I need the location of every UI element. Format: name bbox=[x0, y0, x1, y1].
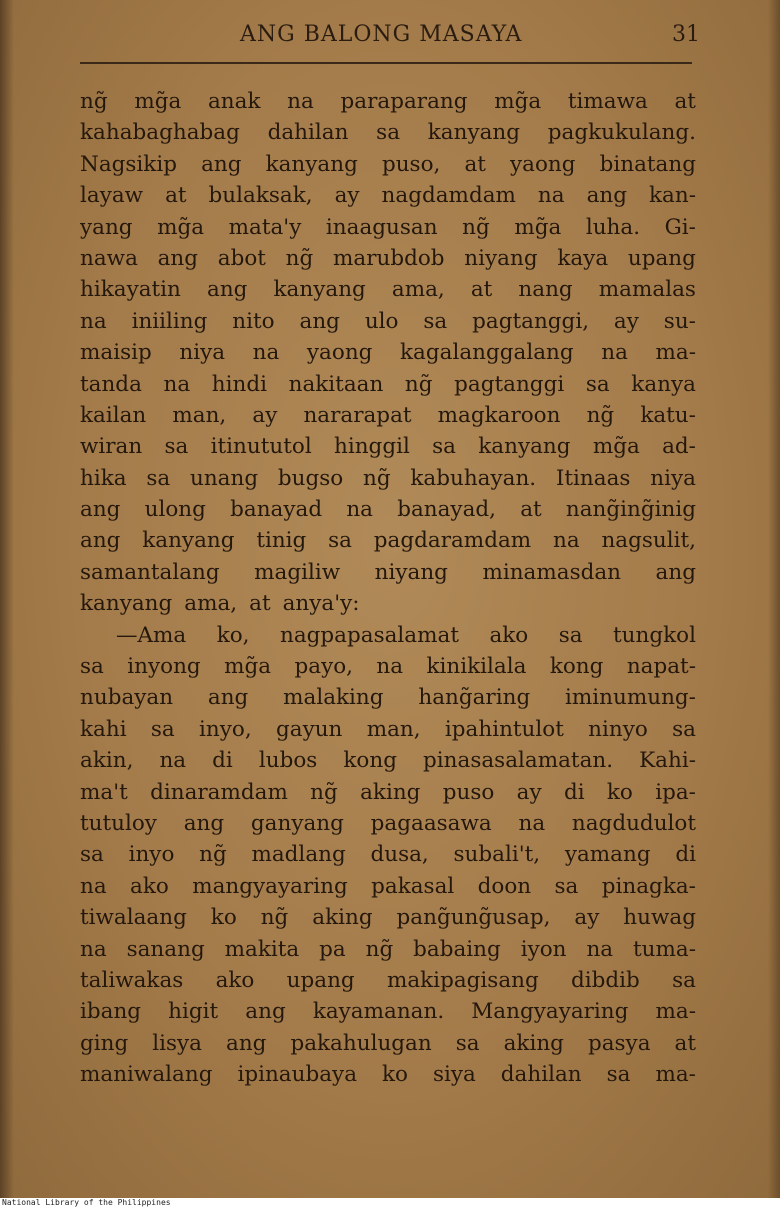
word: ninyo bbox=[588, 716, 648, 742]
word: hinggil bbox=[333, 434, 410, 460]
body-text bbox=[80, 86, 696, 1091]
word: ko bbox=[381, 1062, 408, 1088]
word: iminumung- bbox=[565, 685, 696, 711]
word: kaya bbox=[557, 245, 609, 271]
word: itinututol bbox=[210, 434, 312, 460]
word: ay bbox=[613, 308, 639, 334]
word: ang bbox=[245, 999, 286, 1025]
word: ang bbox=[201, 151, 242, 177]
word: nararapat bbox=[303, 402, 412, 428]
word: ang bbox=[80, 497, 121, 523]
word: siya bbox=[432, 1062, 476, 1088]
word: na bbox=[518, 810, 546, 836]
word: ng̃ bbox=[310, 779, 338, 805]
word: ma- bbox=[655, 999, 696, 1025]
text-line bbox=[80, 620, 696, 651]
word: aking bbox=[312, 905, 373, 931]
word: gayun bbox=[275, 716, 343, 742]
word: huwag bbox=[623, 905, 696, 931]
word: yang bbox=[80, 214, 133, 240]
word: nagpapasalamat bbox=[279, 622, 459, 648]
word: pa bbox=[319, 936, 346, 962]
word: na bbox=[80, 936, 107, 962]
word: ama, bbox=[184, 591, 238, 617]
word: nagdudulot bbox=[571, 810, 696, 836]
word: ang bbox=[226, 1030, 267, 1056]
word: Gi- bbox=[664, 214, 696, 240]
word: at bbox=[165, 183, 187, 209]
word: sa bbox=[554, 873, 579, 899]
word: di bbox=[675, 842, 696, 868]
text-line bbox=[80, 337, 696, 368]
text-line bbox=[80, 682, 696, 713]
word: ng̃ bbox=[404, 371, 433, 397]
word: napat- bbox=[626, 654, 696, 680]
word: taliwakas bbox=[80, 967, 184, 993]
word: tungkol bbox=[613, 622, 696, 648]
word: Kahi- bbox=[639, 748, 696, 774]
word: mg̃a bbox=[224, 654, 272, 680]
text-line bbox=[80, 902, 696, 933]
word: nakitaan bbox=[288, 371, 384, 397]
word: —Ama bbox=[116, 622, 187, 648]
text-line bbox=[80, 1059, 696, 1090]
word: inyo bbox=[128, 842, 175, 868]
word: higit bbox=[168, 999, 219, 1025]
word: ng̃ bbox=[285, 245, 314, 271]
word: niyang bbox=[464, 245, 538, 271]
word: ganyang bbox=[250, 810, 344, 836]
word: yaong bbox=[306, 340, 373, 366]
word: mangyayaring bbox=[192, 873, 348, 899]
text-line bbox=[80, 212, 696, 243]
word: magiliw bbox=[254, 559, 341, 585]
word: nawa bbox=[80, 245, 138, 271]
word: banayad bbox=[230, 497, 323, 523]
word: ng̃ bbox=[80, 89, 108, 114]
word: aking bbox=[503, 1030, 564, 1056]
word: nang bbox=[518, 277, 573, 303]
word: ako bbox=[130, 873, 169, 899]
word: ma't bbox=[80, 779, 128, 805]
word: kanyang bbox=[273, 277, 366, 303]
word: ang bbox=[655, 559, 696, 585]
word: sa bbox=[432, 434, 456, 460]
word: tinig bbox=[256, 528, 307, 554]
word: iniiling bbox=[131, 308, 208, 334]
word: sa bbox=[585, 371, 610, 397]
word: ang bbox=[586, 183, 628, 209]
text-line bbox=[80, 431, 696, 462]
word: at bbox=[674, 1030, 696, 1056]
word: layaw bbox=[80, 183, 144, 209]
word: ay bbox=[574, 905, 600, 931]
word: tanda bbox=[80, 371, 142, 397]
word: inaagusan bbox=[325, 214, 438, 240]
word: yamang bbox=[564, 842, 651, 868]
word: minamasdan bbox=[482, 559, 622, 585]
text-line bbox=[80, 86, 696, 117]
word: ipinaubaya bbox=[237, 1062, 358, 1088]
text-line bbox=[80, 274, 696, 305]
text-line bbox=[80, 808, 696, 839]
word: hang̃aring bbox=[418, 685, 531, 711]
word: katu- bbox=[640, 402, 696, 428]
text-line bbox=[80, 871, 696, 902]
word: mamalas bbox=[598, 277, 696, 303]
word: nito bbox=[232, 308, 275, 334]
word: kanyang bbox=[142, 528, 235, 554]
word: sa bbox=[328, 528, 352, 554]
word: iyon bbox=[520, 936, 567, 962]
text-line bbox=[80, 777, 696, 808]
text-line bbox=[80, 463, 696, 494]
word: ging bbox=[80, 1030, 129, 1056]
word: di bbox=[212, 748, 233, 774]
word: na bbox=[376, 654, 404, 680]
word: paraparang bbox=[340, 89, 468, 114]
word: na bbox=[287, 89, 314, 114]
word: puso, bbox=[381, 151, 441, 177]
word: na bbox=[601, 340, 628, 366]
word: lubos bbox=[258, 748, 318, 774]
text-line bbox=[80, 557, 696, 588]
word: ang bbox=[207, 277, 248, 303]
word: sa bbox=[80, 654, 104, 680]
word: na bbox=[346, 497, 373, 523]
word: kan- bbox=[649, 183, 696, 209]
word: kanyang bbox=[265, 151, 358, 177]
text-line bbox=[80, 400, 696, 431]
text-line bbox=[80, 996, 696, 1027]
word: nang̃ing̃inig bbox=[565, 497, 696, 523]
header-rule bbox=[80, 62, 692, 64]
word: dinaramdam bbox=[150, 779, 288, 805]
word: sa bbox=[423, 308, 448, 334]
word: na bbox=[552, 528, 580, 554]
word: niya bbox=[650, 465, 696, 491]
word: pang̃ung̃usap, bbox=[396, 905, 551, 931]
word: pakahulugan bbox=[290, 1030, 432, 1056]
word: su- bbox=[663, 308, 696, 334]
word: ma- bbox=[655, 1062, 696, 1088]
word: ko, bbox=[216, 622, 250, 648]
word: babaing bbox=[413, 936, 501, 962]
word: abot bbox=[217, 245, 266, 271]
word: doon bbox=[477, 873, 532, 899]
word: ang bbox=[80, 528, 121, 554]
word: ko bbox=[210, 905, 237, 931]
word: at bbox=[674, 89, 696, 114]
word: sa bbox=[606, 1062, 631, 1088]
word: binatang bbox=[599, 151, 696, 177]
word: tiwalaang bbox=[80, 905, 187, 931]
word: na bbox=[252, 340, 280, 366]
word: inyong bbox=[127, 654, 201, 680]
word: pakasal bbox=[371, 873, 455, 899]
word: payo, bbox=[294, 654, 353, 680]
word: pagtanggi, bbox=[472, 308, 590, 334]
word: pagaasawa bbox=[370, 810, 492, 836]
word: samantalang bbox=[80, 559, 220, 585]
word: kabuhayan. bbox=[410, 465, 537, 491]
page-header bbox=[80, 22, 700, 52]
word: kahabaghabag bbox=[80, 120, 240, 146]
word: mg̃a bbox=[134, 89, 182, 114]
word: sa bbox=[558, 622, 583, 648]
word: ay bbox=[334, 183, 360, 209]
word: kanyang bbox=[80, 591, 173, 617]
word: pagdaramdam bbox=[373, 528, 532, 554]
word: lisya bbox=[152, 1030, 203, 1056]
word: na bbox=[80, 308, 107, 334]
word: at bbox=[520, 497, 542, 523]
word: aking bbox=[360, 779, 421, 805]
word: sa bbox=[672, 716, 696, 742]
word: sa bbox=[672, 967, 696, 993]
word: ako bbox=[489, 622, 529, 648]
word: dibdib bbox=[571, 967, 640, 993]
word: kanyang bbox=[478, 434, 571, 460]
word: kanya bbox=[631, 371, 696, 397]
word: marubdob bbox=[333, 245, 445, 271]
word: na bbox=[586, 936, 614, 962]
word: man, bbox=[366, 716, 421, 742]
word: ang bbox=[183, 810, 225, 836]
word: ulong bbox=[144, 497, 206, 523]
running-title: ANG BALONG MASAYA bbox=[240, 22, 523, 47]
word: sa bbox=[80, 842, 104, 868]
word: kanyang bbox=[427, 120, 521, 146]
word: ko bbox=[606, 779, 633, 805]
word: nagsulit, bbox=[601, 528, 696, 554]
word: sa bbox=[376, 120, 401, 146]
word: nubayan bbox=[80, 685, 174, 711]
library-credit: National Library of the Philippines bbox=[2, 1198, 171, 1207]
word: maisip bbox=[80, 340, 152, 366]
word: niya bbox=[179, 340, 226, 366]
word: puso bbox=[442, 779, 495, 805]
word: kailan bbox=[80, 402, 147, 428]
word: Nagsikip bbox=[80, 151, 177, 177]
word: sa bbox=[455, 1030, 480, 1056]
text-line bbox=[80, 494, 696, 525]
word: sanang bbox=[126, 936, 205, 962]
word: dusa, bbox=[370, 842, 429, 868]
word: na bbox=[159, 748, 187, 774]
word: na bbox=[163, 371, 191, 397]
word: mg̃a bbox=[157, 214, 205, 240]
word: ng̃ bbox=[365, 936, 394, 962]
word: pinagka- bbox=[601, 873, 696, 899]
word: ad- bbox=[662, 434, 696, 460]
word: mg̃a bbox=[494, 89, 542, 114]
text-line bbox=[80, 525, 696, 556]
word: tuma- bbox=[633, 936, 696, 962]
word: subali't, bbox=[453, 842, 541, 868]
text-line bbox=[80, 149, 696, 180]
word: dahilan bbox=[500, 1062, 582, 1088]
word: bugso bbox=[277, 465, 344, 491]
word: upang bbox=[627, 245, 696, 271]
text-line bbox=[80, 180, 696, 211]
text-line bbox=[80, 369, 696, 400]
word: wiran bbox=[80, 434, 143, 460]
word: mg̃a bbox=[514, 214, 562, 240]
text-line bbox=[80, 651, 696, 682]
word: timawa bbox=[567, 89, 648, 114]
word: yaong bbox=[509, 151, 576, 177]
word: at bbox=[249, 591, 271, 617]
word: tutuloy bbox=[80, 810, 157, 836]
word: ng̃ bbox=[586, 402, 615, 428]
word: man, bbox=[172, 402, 227, 428]
word: mata'y bbox=[228, 214, 302, 240]
word: upang bbox=[286, 967, 355, 993]
word: bulaksak, bbox=[208, 183, 313, 209]
text-line bbox=[80, 839, 696, 870]
word: malaking bbox=[283, 685, 384, 711]
word: sa bbox=[150, 716, 175, 742]
word: ang bbox=[207, 685, 249, 711]
word: hindi bbox=[211, 371, 267, 397]
word: ipa- bbox=[655, 779, 696, 805]
word: ang bbox=[299, 308, 340, 334]
word: inyo, bbox=[199, 716, 252, 742]
text-line bbox=[80, 965, 696, 996]
word: ng̃ bbox=[260, 905, 289, 931]
word: unang bbox=[189, 465, 259, 491]
word: maniwalang bbox=[80, 1062, 213, 1088]
word: magkaroon bbox=[437, 402, 561, 428]
text-line bbox=[80, 243, 696, 274]
word: makipagisang bbox=[386, 967, 539, 993]
word: kagalanggalang bbox=[400, 340, 574, 366]
text-line bbox=[80, 1028, 696, 1059]
word: kong bbox=[549, 654, 604, 680]
word: sa bbox=[146, 465, 171, 491]
word: na bbox=[80, 873, 107, 899]
text-line bbox=[80, 714, 696, 745]
word: ma- bbox=[655, 340, 696, 366]
word: pagtanggi bbox=[454, 371, 565, 397]
word: anak bbox=[207, 89, 261, 114]
word: ang bbox=[157, 245, 199, 271]
word: Itinaas bbox=[555, 465, 631, 491]
text-line bbox=[80, 745, 696, 776]
word: nagdamdam bbox=[381, 183, 516, 209]
word: kayamanan. bbox=[312, 999, 445, 1025]
word: kahi bbox=[80, 716, 127, 742]
word: luha. bbox=[585, 214, 641, 240]
word: at bbox=[470, 277, 493, 303]
word: makita bbox=[224, 936, 300, 962]
word: ay bbox=[252, 402, 278, 428]
page-number: 31 bbox=[672, 22, 700, 47]
word: ama, bbox=[391, 277, 445, 303]
word: pasya bbox=[587, 1030, 651, 1056]
word: ulo bbox=[364, 308, 399, 334]
text-line bbox=[80, 934, 696, 965]
word: niyang bbox=[374, 559, 448, 585]
word: ng̃ bbox=[362, 465, 391, 491]
word: banayad, bbox=[397, 497, 496, 523]
word: anya'y: bbox=[282, 591, 360, 617]
text-line bbox=[80, 588, 696, 619]
word: na bbox=[537, 183, 565, 209]
word: mg̃a bbox=[592, 434, 640, 460]
word: madlang bbox=[251, 842, 346, 868]
word: ay bbox=[516, 779, 542, 805]
word: akin, bbox=[80, 748, 134, 774]
text-line bbox=[80, 306, 696, 337]
word: ipahintulot bbox=[444, 716, 564, 742]
word: dahilan bbox=[267, 120, 349, 146]
word: kong bbox=[343, 748, 397, 774]
word: ng̃ bbox=[199, 842, 227, 868]
word: di bbox=[563, 779, 585, 805]
word: hikayatin bbox=[80, 277, 181, 303]
text-line bbox=[80, 117, 696, 148]
word: ibang bbox=[80, 999, 142, 1025]
word: ako bbox=[215, 967, 255, 993]
word: pinasasalamatan. bbox=[423, 748, 614, 774]
word: hika bbox=[80, 465, 127, 491]
word: at bbox=[464, 151, 486, 177]
word: ng̃ bbox=[462, 214, 490, 240]
word: Mangyayaring bbox=[471, 999, 629, 1025]
word: pagkukulang. bbox=[547, 120, 696, 146]
word: sa bbox=[164, 434, 189, 460]
word: kinikilala bbox=[426, 654, 527, 680]
